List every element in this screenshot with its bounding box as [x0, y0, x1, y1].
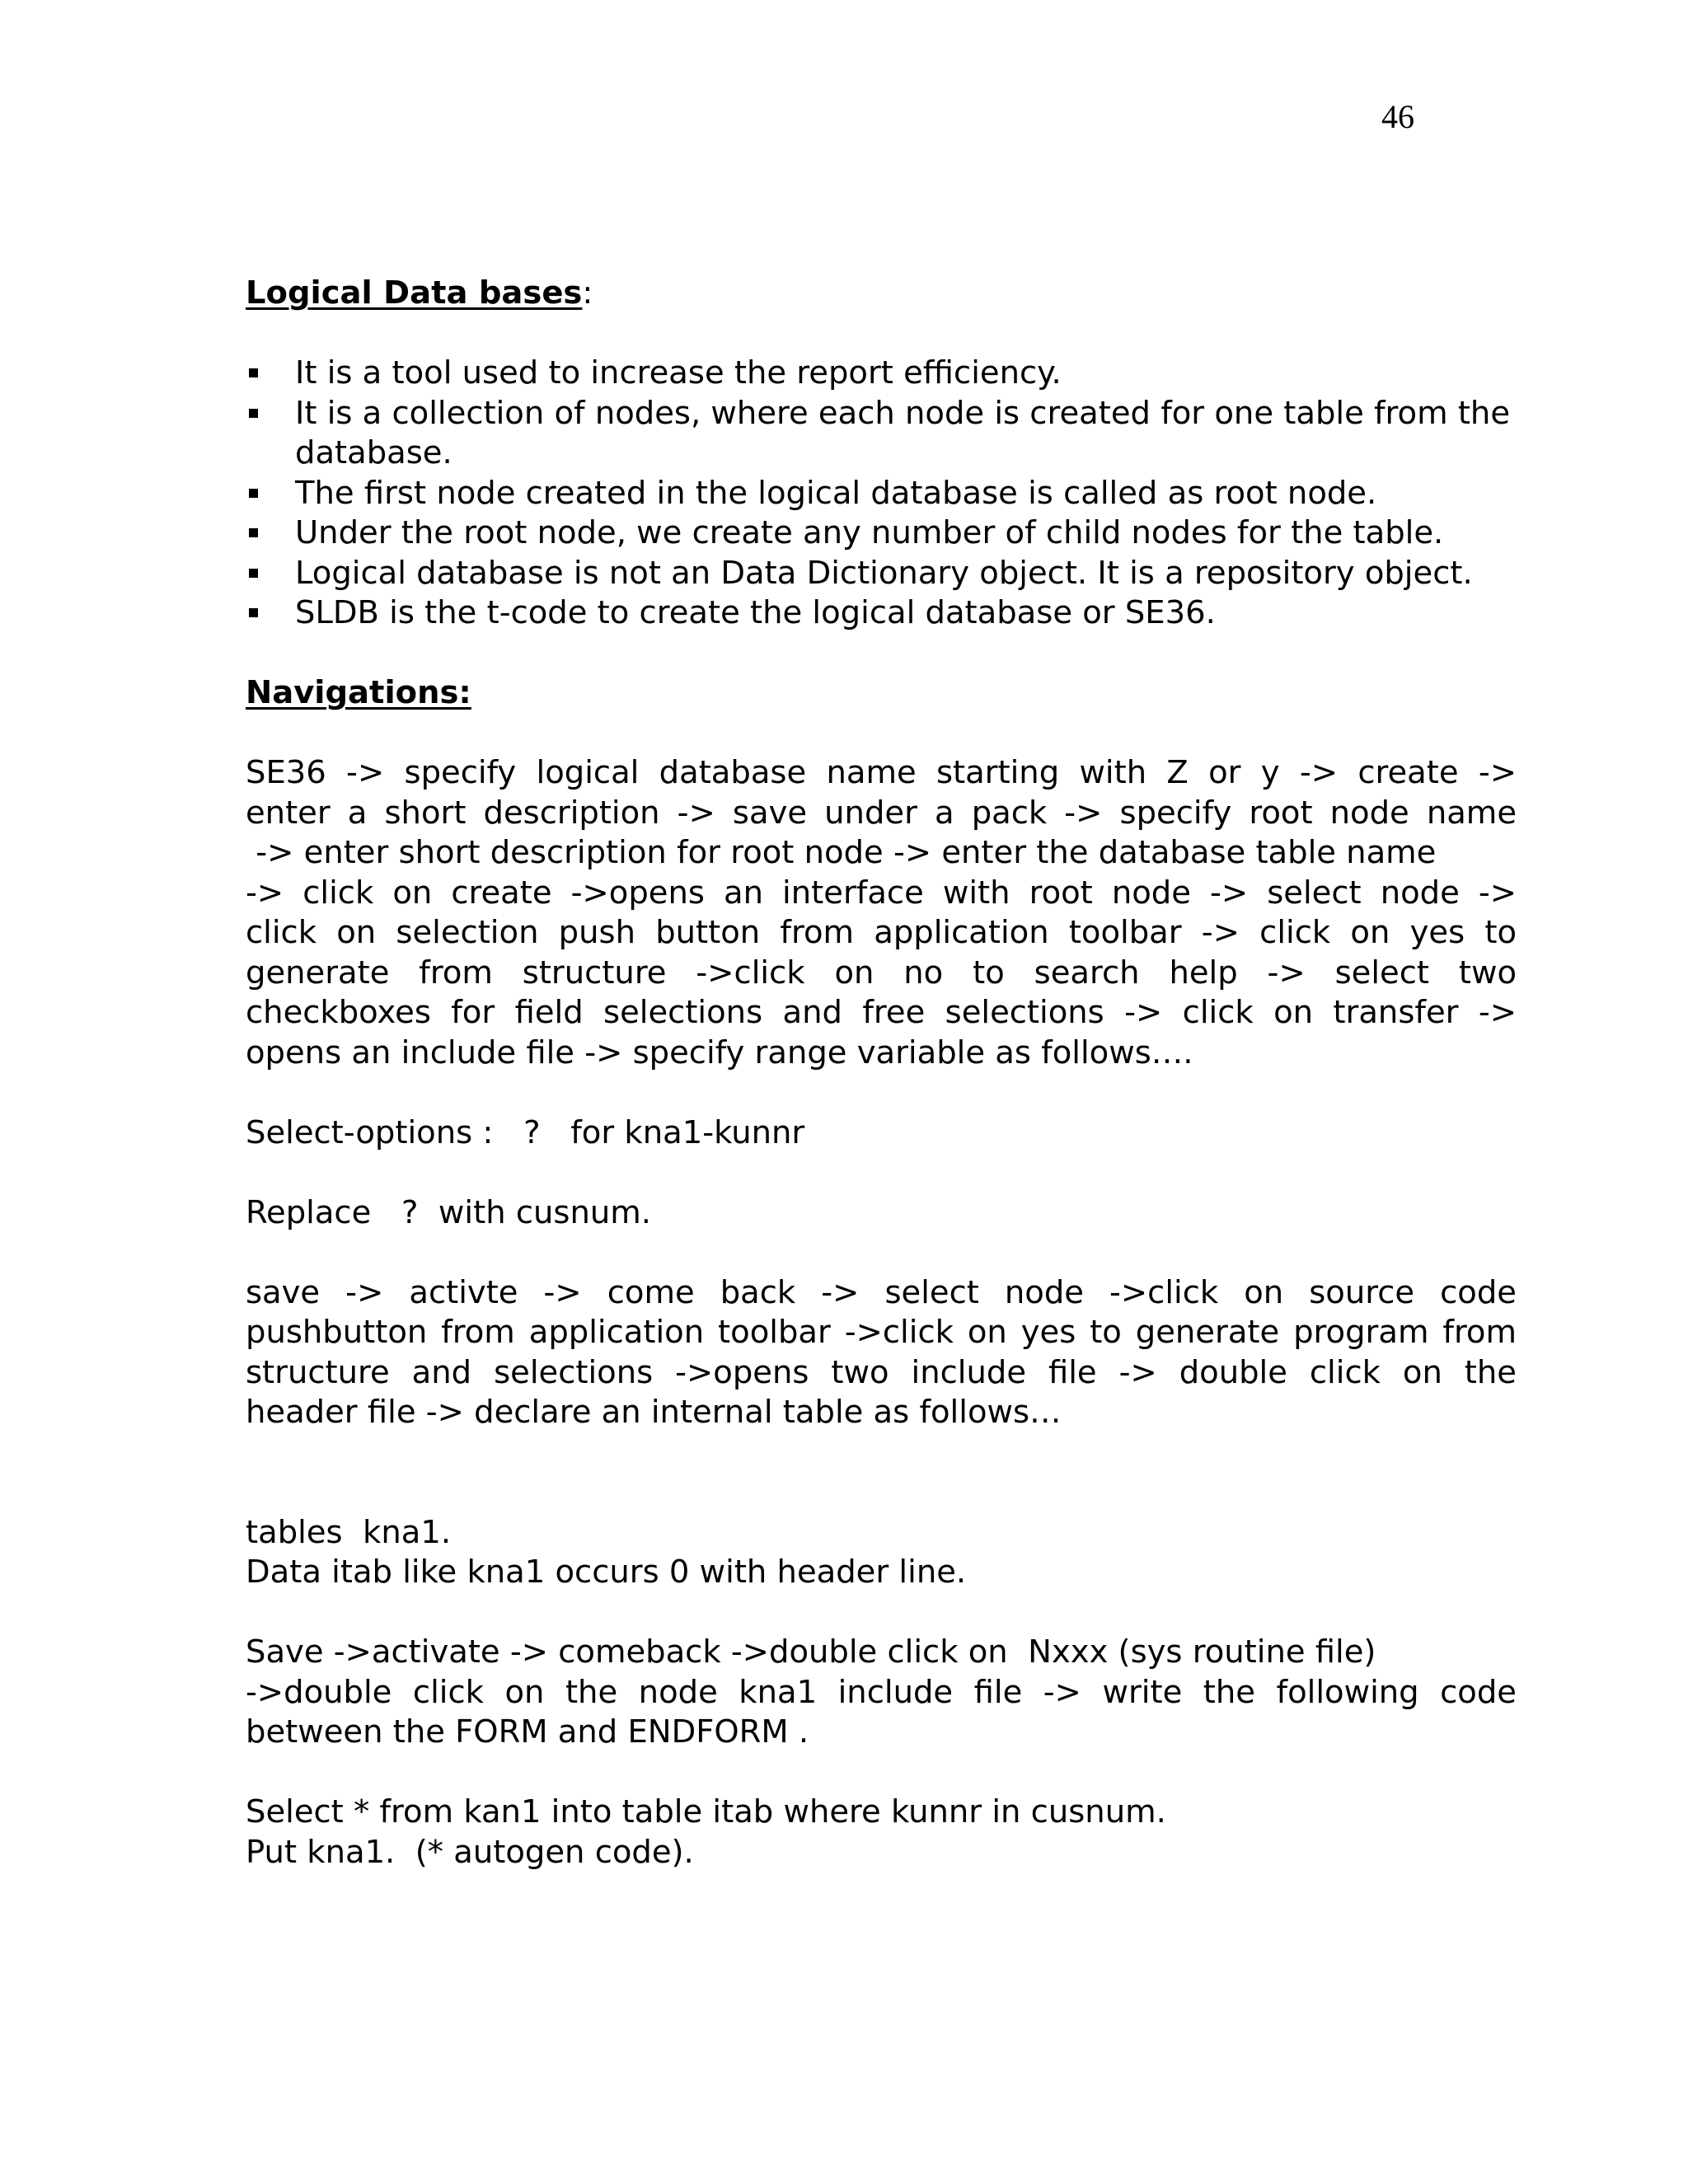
- list-item: [246, 474, 1517, 514]
- bullet-square-icon: [249, 528, 258, 537]
- paragraph-line: opens an include file -> specify range variable as follows….: [246, 1033, 1193, 1071]
- paragraph-line: Save ->activate -> comeback ->double click on Nxxx (sys routine file): [246, 1633, 1376, 1671]
- paragraph-line: click on selection push button from application toolbar -> click on yes to: [246, 914, 1517, 951]
- spacer: [246, 1233, 1517, 1273]
- paragraph-line: save -> activte -> come back -> select node ->click on source code: [246, 1273, 1517, 1311]
- paragraph-line: ->double click on the node kna1 include file -> write the following code: [246, 1673, 1517, 1711]
- code-block-tables: [246, 1513, 1517, 1593]
- list-item-text: SLDB is the t-code to create the logical database or SE36.: [295, 594, 1216, 631]
- code-block-select: [246, 1793, 1517, 1872]
- bullet-square-icon: [249, 608, 258, 617]
- list-item: [246, 513, 1517, 554]
- heading-text: Logical Data bases: [246, 274, 583, 312]
- list-item-text: It is a tool used to increase the report efficiency.: [295, 354, 1062, 391]
- paragraph-line: enter a short description -> save under a pack -> specify root node name: [246, 794, 1517, 832]
- code-line: tables kna1.: [246, 1513, 452, 1551]
- heading-colon: :: [582, 274, 593, 312]
- paragraph-line: -> enter short description for root node -> enter the database table name: [246, 834, 1437, 871]
- spacer: [246, 1753, 1517, 1793]
- spacer: [246, 1153, 1517, 1193]
- document-body: [246, 274, 1517, 1872]
- list-item: [246, 354, 1517, 394]
- code-line: Put kna1. (* autogen code).: [246, 1833, 694, 1871]
- list-item-text: Logical database is not an Data Dictionary object. It is a repository object.: [295, 554, 1473, 592]
- paragraph-line: -> click on create ->opens an interface with root node -> select node ->: [246, 874, 1517, 912]
- paragraph-line: header file -> declare an internal table as follows…: [246, 1394, 1062, 1431]
- paragraph-line: structure and selections ->opens two include file -> double click on the: [246, 1353, 1517, 1391]
- section-heading-logical-data-bases: [246, 274, 1517, 314]
- list-item-text: It is a collection of nodes, where each node is created for one table from the database.: [295, 394, 1511, 471]
- spacer: [246, 1593, 1517, 1633]
- form-paragraph: [246, 1633, 1517, 1753]
- bullet-square-icon: [249, 489, 258, 498]
- select-options-line: Select-options : ? for kna1-kunnr: [246, 1113, 805, 1151]
- save-activate-paragraph: [246, 1273, 1517, 1433]
- code-line: Select * from kan1 into table itab where kunnr in cusnum.: [246, 1793, 1166, 1830]
- paragraph-line: between the FORM and ENDFORM .: [246, 1713, 809, 1750]
- section-heading-navigations: [246, 673, 1517, 714]
- spacer: [246, 714, 1517, 754]
- list-item: [246, 394, 1517, 474]
- code-line: Data itab like kna1 occurs 0 with header line.: [246, 1554, 967, 1591]
- spacer: [246, 1073, 1517, 1113]
- paragraph-line: pushbutton from application toolbar ->click on yes to generate program from: [246, 1314, 1517, 1351]
- paragraph-line: checkboxes for field selections and free selections -> click on transfer ->: [246, 994, 1517, 1031]
- bullet-square-icon: [249, 368, 258, 377]
- list-item: [246, 593, 1517, 634]
- spacer: [246, 1433, 1517, 1513]
- bullet-list: [246, 354, 1517, 634]
- navigation-paragraph: [246, 753, 1517, 1073]
- list-item-text: The first node created in the logical database is called as root node.: [295, 474, 1377, 512]
- bullet-square-icon: [249, 409, 258, 418]
- paragraph-line: generate from structure ->click on no to search help -> select two: [246, 954, 1517, 991]
- heading-text: Navigations:: [246, 674, 471, 711]
- list-item-text: Under the root node, we create any number of child nodes for the table.: [295, 514, 1444, 551]
- paragraph-line: SE36 -> specify logical database name starting with Z or y -> create ->: [246, 754, 1517, 791]
- list-item: [246, 554, 1517, 594]
- page-number: 46: [1381, 98, 1414, 135]
- replace-line: Replace ? with cusnum.: [246, 1193, 652, 1231]
- bullet-square-icon: [249, 569, 258, 578]
